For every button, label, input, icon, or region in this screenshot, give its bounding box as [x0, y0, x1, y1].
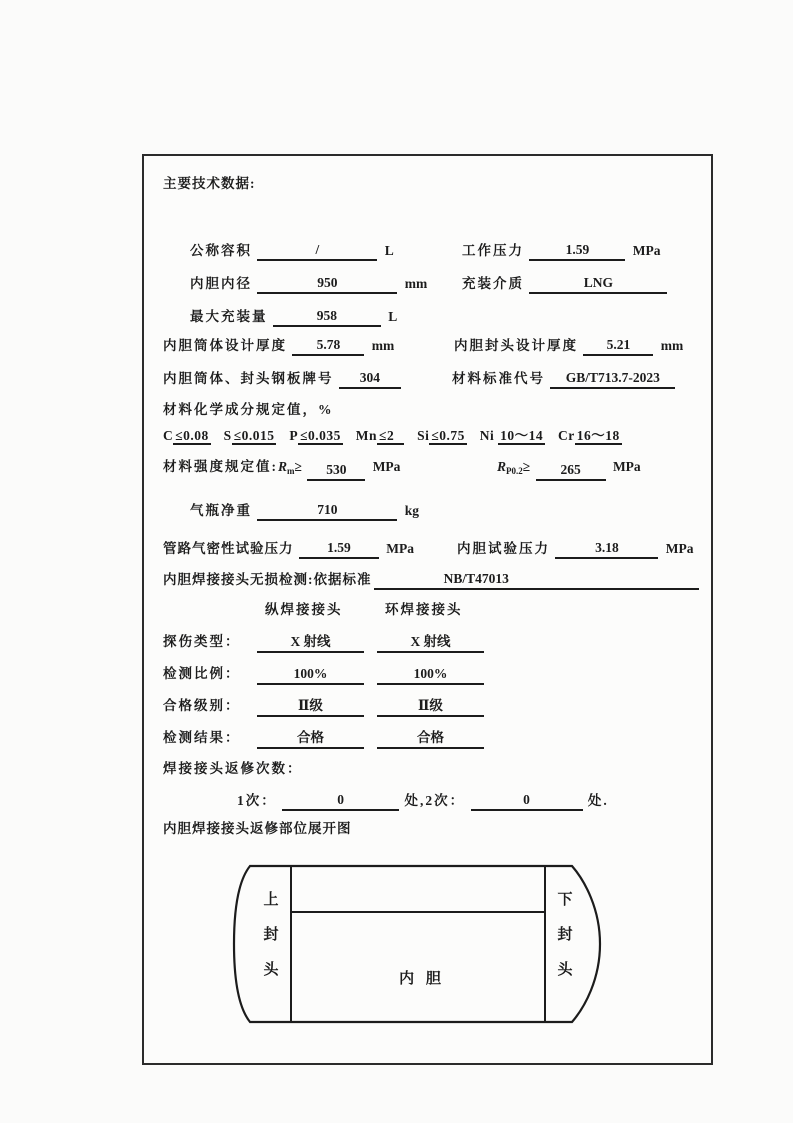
acceptance-level-longitudinal: Ⅱ级 [257, 696, 364, 717]
acceptance-level-circumferential: Ⅱ级 [377, 696, 484, 717]
working-pressure-group [462, 240, 661, 261]
liner-test-label: 内胆试验压力 [457, 541, 550, 556]
chemistry-title: 材料化学成分规定值，% [163, 402, 334, 417]
working-pressure-unit: MPa [632, 243, 661, 258]
row-test-pressures [163, 538, 701, 560]
steel-grade-value: 304 [339, 368, 401, 389]
liner-test-unit: MPa [665, 541, 694, 556]
repair-twice-value: 0 [471, 790, 583, 811]
net-weight-value: 710 [257, 500, 397, 521]
chem-item-p [289, 428, 343, 443]
row-max-filling [163, 306, 701, 328]
chem-item-cr [558, 428, 622, 443]
inner-diameter-value: 950 [257, 273, 397, 294]
row-nominal-volume [163, 240, 701, 262]
row-ndt-standard [163, 568, 701, 590]
row-design-thickness [163, 335, 701, 357]
chem-item-s [224, 428, 277, 443]
chem-item-ni [480, 428, 545, 443]
lower-head-label-char: 封 [557, 927, 573, 943]
repair-once-label: 1次： [237, 793, 277, 808]
ndt-standard-value: NB/T47013 [374, 569, 700, 590]
inner-diameter-unit: mm [404, 276, 428, 291]
head-thickness-unit: mm [660, 338, 684, 353]
head-thickness-label: 内胆封头设计厚度 [454, 338, 578, 353]
chem-value: ≤2 [377, 428, 404, 445]
row-chemistry-title [163, 400, 701, 422]
page-title-row [163, 174, 701, 196]
shell-thickness-value: 5.78 [292, 335, 364, 356]
inspection-ratio-longitudinal: 100% [257, 664, 364, 685]
chem-value: ≤0.08 [175, 428, 209, 443]
lower-head-label-char: 下 [557, 892, 573, 908]
chem-symbol: S [223, 428, 232, 443]
row-strength [163, 457, 701, 479]
repair-title: 焊接接头返修次数： [163, 761, 303, 776]
flaw-type-label: 探伤类型： [163, 634, 241, 649]
material-standard-group [452, 368, 677, 389]
rp-operator: ≥ [522, 459, 531, 474]
liner-test-group [457, 538, 694, 559]
pipeline-test-value: 1.59 [299, 538, 379, 559]
inspection-result-circumferential: 合格 [377, 728, 484, 749]
max-filling-value: 958 [273, 306, 381, 327]
nominal-volume-value: / [257, 240, 377, 261]
row-acceptance-level [163, 696, 701, 718]
inner-liner-label: 内 胆 [399, 971, 445, 987]
net-weight-unit: kg [404, 503, 420, 518]
liner-test-value: 3.18 [555, 538, 658, 559]
longitudinal-joint-header: 纵焊接接头 [265, 602, 343, 617]
chem-value: ≤0.035 [300, 428, 341, 443]
rm-symbol: R [278, 459, 288, 474]
repair-once-value: 0 [282, 790, 399, 811]
rm-operator: ≥ [294, 459, 302, 474]
head-thickness-group [454, 335, 683, 356]
nominal-volume-unit: L [384, 243, 394, 258]
chem-symbol: C [163, 428, 174, 443]
shell-thickness-unit: mm [371, 338, 395, 353]
working-pressure-label: 工作压力 [462, 243, 524, 258]
filling-medium-group [462, 273, 669, 294]
row-inspection-headers [163, 600, 701, 622]
row-net-weight [163, 500, 701, 522]
row-inner-diameter [163, 273, 701, 295]
working-pressure-value: 1.59 [529, 240, 625, 261]
technical-data-frame [142, 154, 713, 1065]
pipeline-test-unit: MPa [386, 541, 414, 556]
inspection-ratio-label: 检测比例： [163, 666, 241, 681]
circumferential-joint-header: 环焊接接头 [385, 602, 463, 617]
chem-symbol: Ni [479, 428, 495, 443]
filling-medium-value: LNG [529, 273, 667, 294]
row-chemistry-values [163, 426, 701, 448]
row-inspection-ratio [163, 664, 701, 686]
strength-label: 材料强度规定值: [163, 459, 278, 474]
rp-value: 265 [536, 460, 606, 481]
chem-symbol: Si [417, 428, 430, 443]
chem-item-si [417, 428, 467, 443]
flaw-type-circumferential: X 射线 [377, 632, 484, 653]
row-repair-title [163, 759, 701, 781]
pipeline-test-label: 管路气密性试验压力 [163, 541, 294, 556]
chem-item-mn [356, 428, 404, 443]
filling-medium-label: 充装介质 [462, 276, 524, 291]
repair-between-label: 处,2次： [404, 793, 466, 808]
rp-symbol: R [497, 459, 507, 474]
chem-value: ≤0.015 [233, 428, 275, 443]
chem-value: ≤0.75 [431, 428, 465, 443]
chem-value: 10～14 [500, 428, 544, 443]
chem-symbol: Mn [355, 428, 378, 443]
head-thickness-value: 5.21 [583, 335, 653, 356]
row-steel-grade [163, 368, 701, 390]
net-weight-label: 气瓶净重 [190, 503, 252, 518]
rp-subscript: P0.2 [506, 466, 523, 476]
upper-head-label-char: 头 [263, 962, 279, 978]
max-filling-label: 最大充装量 [190, 309, 268, 324]
row-flaw-detection-type [163, 632, 701, 654]
repair-suffix: 处. [587, 793, 609, 808]
material-standard-label: 材料标准代号 [452, 371, 545, 386]
inspection-ratio-circumferential: 100% [377, 664, 484, 685]
rp-group [497, 457, 641, 481]
rm-subscript: m [287, 466, 295, 476]
inner-diameter-label: 内胆内径 [190, 276, 252, 291]
diagram-caption: 内胆焊接接头返修部位展开图 [163, 821, 352, 836]
chem-item-c [163, 428, 211, 443]
vessel-development-diagram [232, 860, 610, 1030]
rm-unit: MPa [372, 459, 401, 474]
ndt-label: 内胆焊接接头无损检测:依据标准 [163, 572, 372, 587]
chem-symbol: Cr [558, 428, 575, 443]
max-filling-unit: L [388, 309, 398, 324]
row-diagram-caption [163, 819, 701, 841]
material-standard-value: GB/T713.7-2023 [550, 368, 675, 389]
steel-grade-label: 内胆筒体、封头钢板牌号 [163, 371, 334, 386]
rp-unit: MPa [612, 459, 641, 474]
row-inspection-result [163, 728, 701, 750]
inspection-result-longitudinal: 合格 [257, 728, 364, 749]
page-title: 主要技术数据: [163, 176, 256, 191]
nominal-volume-label: 公称容积 [190, 243, 252, 258]
chem-symbol: P [289, 428, 299, 443]
flaw-type-longitudinal: X 射线 [257, 632, 364, 653]
upper-head-label-char: 上 [263, 892, 279, 908]
chem-value: 16～18 [576, 428, 620, 443]
row-repair-counts [163, 790, 701, 812]
inspection-result-label: 检测结果： [163, 730, 241, 745]
upper-head-label-char: 封 [263, 927, 279, 943]
vessel-diagram-svg [232, 860, 610, 1030]
acceptance-level-label: 合格级别： [163, 698, 241, 713]
lower-head-label-char: 头 [557, 962, 573, 978]
shell-thickness-label: 内胆筒体设计厚度 [163, 338, 287, 353]
rm-value: 530 [307, 460, 365, 481]
